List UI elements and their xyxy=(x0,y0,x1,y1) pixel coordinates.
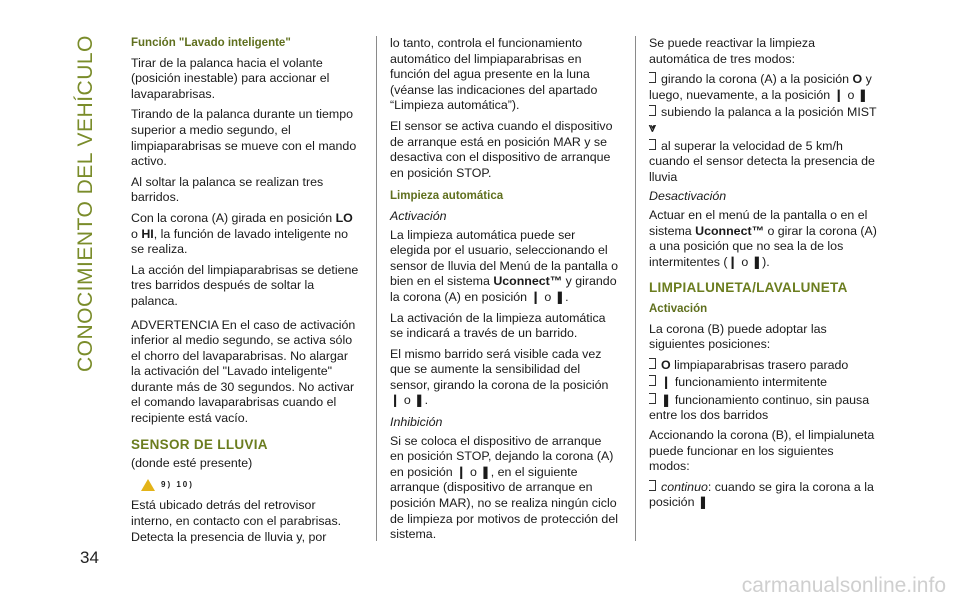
bullet-icon xyxy=(649,72,656,83)
list-item: O limpiaparabrisas trasero parado xyxy=(649,358,877,374)
paragraph: (donde esté presente) xyxy=(131,456,253,471)
paragraph: El sensor se activa cuando el dispositivo de arranque está en posición MAR y se desactiva con el dispositivo de arranque en posición STOP. xyxy=(390,118,613,180)
watermark-text: carmanualsonline.info xyxy=(741,574,946,597)
mode-lo: LO xyxy=(335,210,353,225)
continuous-symbol-icon: ❚ xyxy=(697,495,709,510)
page-number: 34 xyxy=(80,548,99,567)
paragraph: lo tanto, controla el funcionamiento automático del limpiaparabrisas en función del agua presente en la luna (véanse las indicaciones del apartado “Limpieza automática”). xyxy=(390,36,598,113)
subheading-inhibicion: Inhibición xyxy=(390,415,443,430)
intermittent-symbol-icon: ❙ xyxy=(727,254,738,269)
paragraph: El mismo barrido será visible cada vez que se aumente la sensibilidad del sensor, girando la corona de la posición ❙ o ❚. xyxy=(390,346,609,408)
paragraph: La activación de la limpieza automática se indicará a través de un barrido. xyxy=(390,310,606,341)
uconnect-label: Uconnect™ xyxy=(695,223,764,238)
bullet-icon xyxy=(649,393,656,404)
bullet-icon xyxy=(649,139,656,150)
paragraph: Actuar en el menú de la pantalla o en el sistema Uconnect™ o girar la corona (A) a una posición que no sea la de los intermitentes (❙ o ❚). xyxy=(649,207,877,269)
continuous-symbol-icon: ❚ xyxy=(751,254,763,269)
uconnect-label: Uconnect™ xyxy=(493,274,563,289)
bullet-icon xyxy=(649,480,656,491)
paragraph: Al soltar la palanca se realizan tres barridos. xyxy=(131,174,324,205)
warning-reference xyxy=(141,477,359,493)
continuous-symbol-icon: ❚ xyxy=(857,87,869,102)
heading-lavado-inteligente: Función "Lavado inteligente" xyxy=(131,37,291,49)
paragraph: La limpieza automática puede ser elegida por el usuario, seleccionando el sensor de lluvia del Menú de la pantalla o bien en el sistema Uconnect™ y girando la corona (A) en posición ❙ o ❚. xyxy=(390,227,618,304)
list-item: ❚ funcionamiento continuo, sin pausa entre los dos barridos xyxy=(649,392,870,423)
column-2 xyxy=(390,36,618,548)
warning-refs: 9) 10) xyxy=(161,479,194,489)
paragraph: Tirar de la palanca hacia el volante (posición inestable) para accionar el lavaparabrisas. xyxy=(131,55,330,101)
list-item: girando la corona (A) a la posición O y luego, nuevamente, a la posición ❙ o ❚ xyxy=(649,72,872,102)
warning-paragraph: ADVERTENCIA En el caso de activación inferior al medio segundo, se activa sólo el chorro del lavaparabrisas. No alargar la activación del "Lavado inteligente" durante más de 30 segundos. No activar el comando lavaparabrisas cuando el recipiente está vacío. xyxy=(131,317,356,426)
list-item: continuo: cuando se gira la corona a la posición ❚ xyxy=(649,479,874,510)
heading-activacion: Activación xyxy=(649,302,708,315)
mist-symbol-icon: ⩔ xyxy=(649,120,656,135)
continuous-symbol-icon: ❚ xyxy=(554,289,566,304)
continuous-symbol-icon: ❚ xyxy=(414,393,425,408)
intermittent-symbol-icon: ❙ xyxy=(390,393,401,408)
heading-sensor-lluvia: SENSOR DE LLUVIA xyxy=(131,436,268,452)
column-divider xyxy=(635,36,636,541)
list-item: al superar la velocidad de 5 km/h cuando el sensor detecta la presencia de lluvia xyxy=(649,138,875,184)
paragraph: Accionando la corona (B), el limpialuneta puede funcionar en los siguientes modos: xyxy=(649,428,875,474)
subheading-desactivacion: Desactivación xyxy=(649,189,727,204)
paragraph: La acción del limpiaparabrisas se detiene tres barridos después de soltar la palanca. xyxy=(131,262,359,308)
bullet-icon xyxy=(649,358,656,369)
intermittent-symbol-icon: ❙ xyxy=(456,464,467,479)
intermittent-symbol-icon: ❙ xyxy=(833,87,844,102)
heading-limpieza-automatica: Limpieza automática xyxy=(390,190,504,203)
warning-triangle-icon xyxy=(141,479,155,491)
column-3 xyxy=(649,36,877,511)
paragraph: Con la corona (A) girada en posición LO o HI, la función de lavado inteligente no se realiza. xyxy=(131,210,353,257)
paragraph: La corona (B) puede adoptar las siguientes posiciones: xyxy=(649,321,827,352)
section-side-title: CONOCIMIENTO DEL VEHÍCULO xyxy=(74,35,97,372)
continuous-symbol-icon: ❚ xyxy=(480,464,491,479)
off-symbol-icon: O xyxy=(852,72,863,87)
paragraph: Si se coloca el dispositivo de arranque en posición STOP, dejando la corona (A) en posición ❙ o ❚, en el siguiente arranque (dispositivo de arranque en posición MAR), no se realiza ningún ciclo de limpieza por motivos de protección del sistema. xyxy=(390,433,618,542)
intermittent-symbol-icon: ❙ xyxy=(661,375,672,390)
list-item: ❙ funcionamiento intermitente xyxy=(649,375,877,391)
continuous-symbol-icon: ❚ xyxy=(661,392,672,407)
bullet-icon xyxy=(649,375,656,386)
off-symbol-icon: O xyxy=(661,357,671,372)
intermittent-symbol-icon: ❙ xyxy=(530,289,541,304)
heading-limpialuneta: LIMPIALUNETA/LAVALUNETA xyxy=(649,280,848,296)
list-item: subiendo la palanca a la posición MIST ⩔ xyxy=(649,105,877,135)
paragraph: Se puede reactivar la limpieza automática de tres modos: xyxy=(649,36,815,66)
subheading-activacion: Activación xyxy=(390,208,447,223)
mode-hi: HI xyxy=(141,226,154,241)
column-divider xyxy=(376,36,377,541)
paragraph: Tirando de la palanca durante un tiempo superior a medio segundo, el limpiaparabrisas se mueve con el mando activo. xyxy=(131,107,357,169)
bullet-icon xyxy=(649,105,656,116)
column-1 xyxy=(131,36,359,550)
paragraph: Está ubicado detrás del retrovisor interno, en contacto con el parabrisas. Detecta la presencia de lluvia y, por xyxy=(131,498,342,544)
